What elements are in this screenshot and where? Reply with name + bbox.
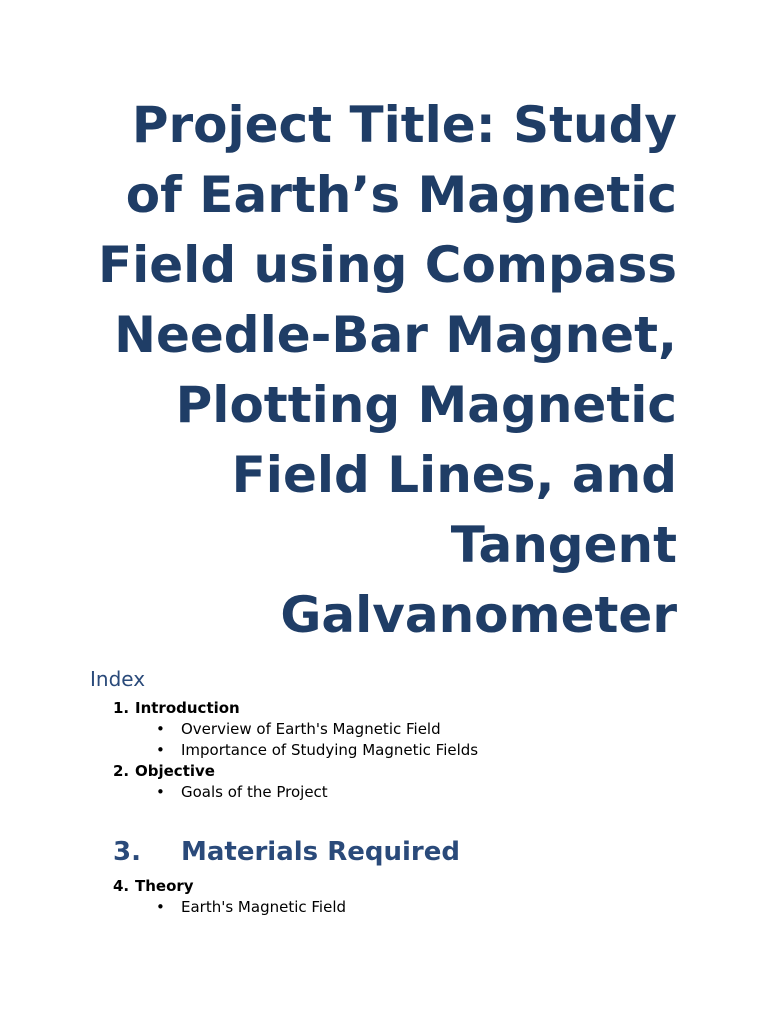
toc-item-theory [0,876,768,897]
index-heading: Index [90,667,146,691]
project-title [60,90,677,650]
bullet-icon: • [156,898,165,916]
title-line: Needle-Bar Magnet, [114,306,677,364]
bullet-icon: • [156,720,165,738]
toc-number: 1. [113,699,130,717]
list-item [0,719,768,740]
list-item [0,897,768,918]
sub-item-label: Overview of Earth's Magnetic Field [181,720,441,738]
toc-number: 2. [113,762,130,780]
toc-item-objective [0,761,768,782]
sub-item-label: Goals of the Project [181,783,328,801]
bullet-icon: • [156,783,165,801]
list-item [0,782,768,803]
title-line: Galvanometer [280,586,677,644]
title-line: Tangent [450,516,677,574]
toc-label: Theory [135,877,194,895]
section-label: Materials Required [181,837,460,867]
title-line: of Earth’s Magnetic [125,166,677,224]
list-item [0,740,768,761]
sub-item-label: Earth's Magnetic Field [181,898,347,916]
section-number: 3. [113,837,141,867]
bullet-icon: • [156,741,165,759]
toc-number: 4. [113,877,130,895]
index-list [0,698,768,803]
toc-label: Objective [135,762,215,780]
toc-label: Introduction [135,699,240,717]
title-line: Plotting Magnetic [175,376,677,434]
toc-item-introduction [0,698,768,719]
title-line: Field Lines, and [231,446,677,504]
title-line: Project Title: Study [131,96,677,154]
title-line: Field using Compass [97,236,677,294]
section-heading-materials [113,836,460,868]
sub-item-label: Importance of Studying Magnetic Fields [181,741,479,759]
index-list-continued [0,876,768,918]
